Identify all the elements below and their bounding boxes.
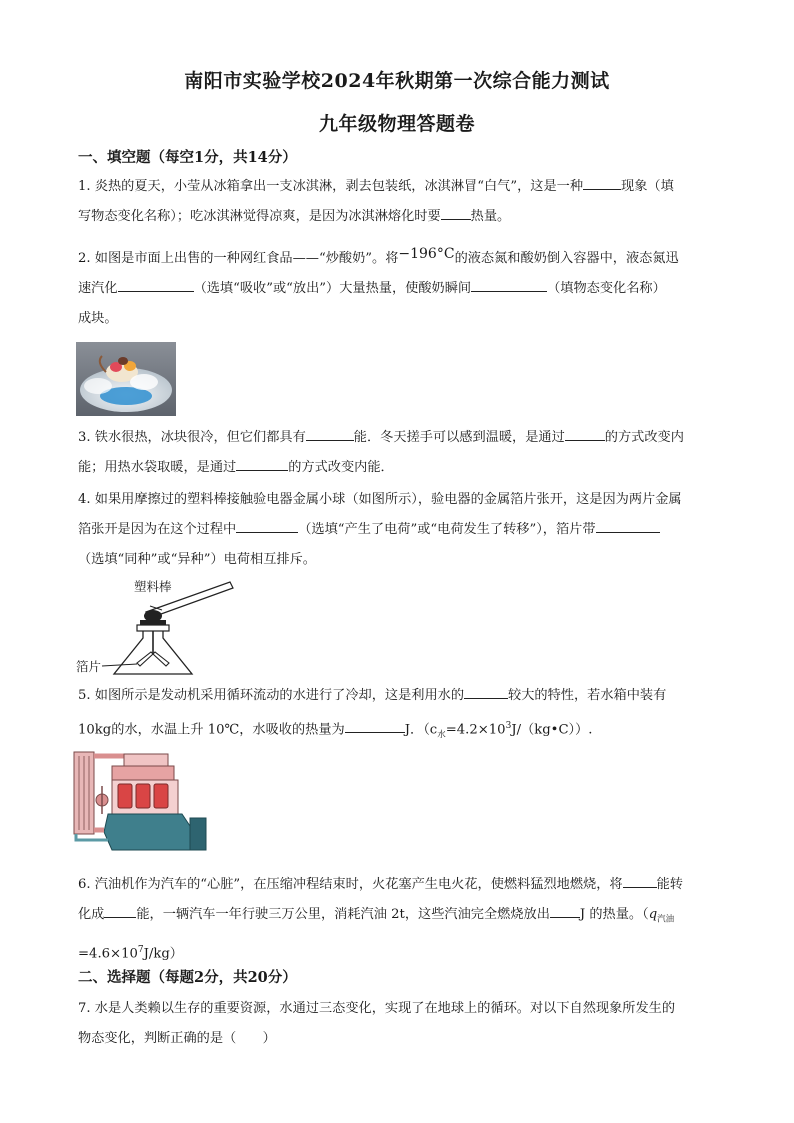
answer-blank[interactable] [104, 903, 136, 918]
question-3: 3. 铁水很热，冰块很冷，但它们都具有 能．冬天搓手可以感到温暖，是通过 的方式改变内 能；用热水袋取暖，是通过 的方式改变内能． [78, 423, 718, 483]
answer-blank[interactable] [623, 873, 657, 888]
answer-blank[interactable] [464, 684, 508, 699]
answer-blank[interactable] [118, 277, 194, 292]
answer-blank[interactable] [471, 277, 547, 292]
answer-blank[interactable] [565, 426, 605, 441]
answer-blank[interactable] [345, 718, 405, 733]
crankcase [104, 814, 190, 850]
answer-blank[interactable] [441, 205, 471, 220]
fried-yogurt-photo [76, 342, 176, 416]
question-2: 2. 如图是市面上出售的一种网红食品——“炒酸奶”。将−196°C的液态氮和酸奶倒入容器中，液态氮迅 速汽化 （选填“吸收”或“放出”）大量热量，使酸奶瞬间 （填物态变化名称） 成块。 [78, 246, 679, 326]
answer-blank[interactable] [550, 903, 580, 918]
temperature-value: −196°C [398, 246, 455, 262]
plastic-rod-label: 塑料棒 [134, 579, 172, 594]
question-4: 4. 如果用摩擦过的塑料棒接触验电器金属小球（如图所示），验电器的金属箔片张开，这是因为两片金属 箔张开是因为在这个过程中 （选填“产生了电荷”或“电荷发生了转移”），箔片带 （选填“同种”或“异种”）电荷相互排斥。 [78, 492, 682, 567]
engine-cooling-figure [72, 746, 210, 860]
answer-blank[interactable] [596, 518, 660, 533]
answer-blank[interactable] [583, 175, 621, 190]
stopper [140, 620, 166, 625]
metal-foil [153, 652, 169, 666]
foil-label-pointer [102, 664, 137, 666]
exam-title: 南阳市实验学校2024年秋期第一次综合能力测试 [184, 70, 610, 92]
question-7: 7. 水是人类赖以生存的重要资源，水通过三态变化，实现了在地球上的循环。对以下自然现象所发生的 物态变化，判断正确的是（ ） [78, 1001, 676, 1046]
answer-blank[interactable] [306, 426, 354, 441]
question-1: 1. 炎热的夏天，小莹从冰箱拿出一支冰淇淋，剥去包装纸，冰淇淋冒“白气”，这是一种 现象（填 写物态变化名称）；吃冰淇淋觉得凉爽，是因为冰淇淋熔化时要 热量。 [78, 172, 718, 232]
question-5: 5. 如图所示是发动机采用循环流动的水进行了冷却，这是利用水的 较大的特性，若水箱中装有 10kg的水，水温上升 10℃，水吸收的热量为 J．$(c_水=4.2\times 10^3J/(kg•C))$. [78, 681, 718, 750]
metal-foil [137, 652, 153, 666]
answer-blank[interactable] [236, 456, 288, 471]
question-6: 6. 汽油机作为汽车的“心脏”，在压缩冲程结束时，火花塞产生电火花，使燃料猛烈地燃烧，将 能转 化成 能，一辆汽车一年行驶三万公里，消耗汽油 2t，这些汽油完全燃烧放出 J 的热量。（$q_{汽油}$ $=4.6\times 10^7J/kg$） [78, 870, 718, 969]
section-fill-in-heading: 一、填空题（每空1分，共14分） [78, 149, 297, 166]
section-multiple-choice-heading: 二、选择题（每题2分，共20分） [78, 969, 297, 986]
exam-subtitle: 九年级物理答题卷 [318, 113, 475, 135]
foil-label: 箔片 [76, 659, 102, 674]
answer-blank[interactable] [236, 518, 298, 533]
